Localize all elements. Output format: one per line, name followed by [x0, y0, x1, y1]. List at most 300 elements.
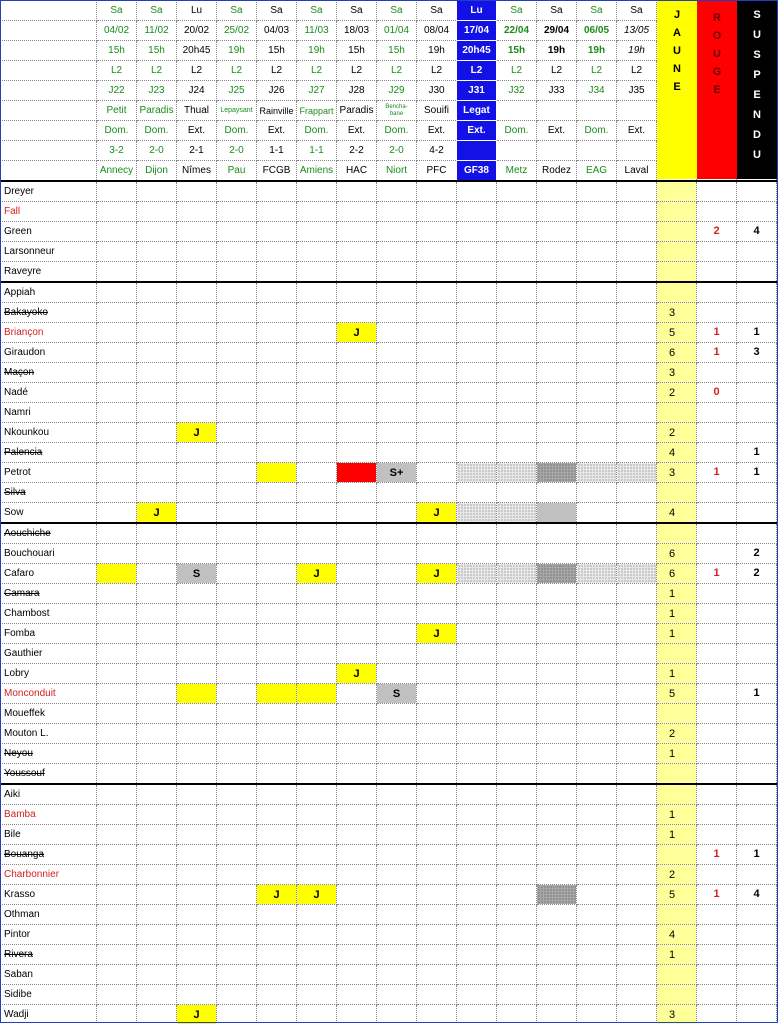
red-total: [697, 744, 737, 764]
match-cell: [177, 965, 217, 985]
match-cell: [257, 604, 297, 624]
match-cell: [537, 303, 577, 323]
match-cell: [257, 985, 297, 1005]
match-cell: [497, 423, 537, 443]
referee-cell: Thual: [177, 101, 217, 121]
match-cell: [617, 905, 657, 925]
match-cell: [617, 343, 657, 363]
league-cell: L2: [457, 61, 497, 81]
red-total: [697, 443, 737, 463]
match-cell: [257, 784, 297, 805]
player-row: [1, 805, 777, 825]
venue-cell: Dom.: [577, 121, 617, 141]
match-cell: [217, 925, 257, 945]
score-cell: [457, 141, 497, 161]
match-cell: [217, 181, 257, 202]
rouge-label: [697, 9, 737, 99]
suspension-total: [737, 764, 777, 785]
match-cell: [577, 985, 617, 1005]
header-letter: U: [753, 149, 761, 161]
match-cell: [137, 202, 177, 222]
match-cell: [97, 523, 137, 544]
suspension-total: [737, 181, 777, 202]
yellow-total: [657, 403, 697, 423]
yellow-card-cell: J: [177, 423, 217, 443]
player-row: [1, 945, 777, 965]
match-cell: [137, 343, 177, 363]
match-cell: [377, 744, 417, 764]
suspension-total-value: 2: [753, 547, 760, 559]
match-cell: [137, 624, 177, 644]
match-cell: [377, 825, 417, 845]
red-total: [697, 805, 737, 825]
unavailable-cell: [577, 463, 617, 483]
unavailable-cell: [537, 564, 577, 584]
match-cell: [537, 523, 577, 544]
header-letter: E: [713, 84, 721, 96]
match-cell: [137, 423, 177, 443]
match-cell: [617, 724, 657, 744]
red-total-value: 1: [713, 848, 720, 860]
player-row: [1, 564, 777, 584]
suspension-total: [737, 242, 777, 262]
red-total: [697, 965, 737, 985]
match-cell: [577, 945, 617, 965]
header-blank: [1, 81, 97, 101]
match-cell: [97, 262, 137, 283]
suspension-total: [737, 202, 777, 222]
match-cell: [497, 443, 537, 463]
match-cell: [337, 865, 377, 885]
match-cell: [217, 242, 257, 262]
red-total: [697, 383, 737, 403]
match-cell: [137, 363, 177, 383]
yellow-total-value: 1: [669, 747, 676, 760]
match-cell: [337, 684, 377, 704]
match-cell: [377, 503, 417, 524]
match-cell: [457, 403, 497, 423]
match-cell: [537, 363, 577, 383]
venue-cell: Dom.: [217, 121, 257, 141]
red-total: [697, 624, 737, 644]
red-total: [697, 323, 737, 343]
yellow-total-value: 5: [669, 326, 676, 339]
match-cell: [297, 664, 337, 684]
match-cell: [297, 965, 337, 985]
date-cell: 17/04: [457, 21, 497, 41]
match-cell: [537, 282, 577, 303]
match-cell: [617, 965, 657, 985]
match-cell: [297, 202, 337, 222]
player-name: Sow: [1, 503, 97, 524]
match-cell: [217, 664, 257, 684]
match-cell: [457, 323, 497, 343]
header-letter: A: [673, 27, 681, 39]
match-cell: [177, 985, 217, 1005]
league-cell: L2: [217, 61, 257, 81]
match-cell: [617, 181, 657, 202]
match-cell: [297, 523, 337, 544]
round-cell: J29: [377, 81, 417, 101]
match-cell: [617, 544, 657, 564]
suspension-total: [737, 1005, 777, 1024]
yellow-total: [657, 724, 697, 744]
match-cell: [537, 945, 577, 965]
referee-cell: [497, 101, 537, 121]
match-cell: [377, 181, 417, 202]
header-letter: E: [673, 81, 681, 93]
yellow-card-cell: [257, 463, 297, 483]
match-cell: [617, 423, 657, 443]
match-cell: [137, 584, 177, 604]
match-cell: [177, 704, 217, 724]
match-cell: [577, 805, 617, 825]
match-cell: [497, 784, 537, 805]
yellow-total: [657, 282, 697, 303]
score-cell: 3-2: [97, 141, 137, 161]
match-cell: [537, 544, 577, 564]
match-cell: [577, 503, 617, 524]
date-cell: 01/04: [377, 21, 417, 41]
player-name: Gauthier: [1, 644, 97, 664]
referee-cell: [377, 101, 417, 121]
match-cell: [137, 604, 177, 624]
match-cell: [537, 664, 577, 684]
match-cell: [297, 905, 337, 925]
referee-cell: Paradis: [337, 101, 377, 121]
referee-part: bane: [389, 110, 404, 117]
date-cell: 08/04: [417, 21, 457, 41]
match-cell: [337, 604, 377, 624]
match-cell: [497, 825, 537, 845]
match-cell: [137, 684, 177, 704]
match-cell: [497, 222, 537, 242]
match-cell: [337, 262, 377, 283]
match-cell: [377, 865, 417, 885]
match-cell: [337, 624, 377, 644]
match-cell: [337, 242, 377, 262]
match-cell: [537, 383, 577, 403]
match-cell: [97, 865, 137, 885]
unavailable-cell: [457, 564, 497, 584]
day-cell: Sa: [417, 1, 457, 21]
yellow-total-value: 5: [669, 888, 676, 901]
match-cell: [537, 845, 577, 865]
match-cell: [257, 865, 297, 885]
player-row: [1, 624, 777, 644]
time-cell: 19h: [537, 41, 577, 61]
player-row: [1, 443, 777, 463]
match-cell: [617, 584, 657, 604]
match-cell: [497, 985, 537, 1005]
score-cell: [497, 141, 537, 161]
time-cell: 15h: [257, 41, 297, 61]
player-name: Mouton L.: [1, 724, 97, 744]
match-cell: [577, 363, 617, 383]
match-cell: [137, 323, 177, 343]
header-blank: [1, 141, 97, 161]
match-cell: [497, 925, 537, 945]
yellow-total-value: 1: [669, 607, 676, 620]
yellow-card-cell: J: [177, 1005, 217, 1024]
match-cell: [617, 664, 657, 684]
match-cell: [377, 704, 417, 724]
match-cell: [257, 764, 297, 785]
match-cell: [177, 503, 217, 524]
match-cell: [137, 664, 177, 684]
match-cell: [217, 363, 257, 383]
match-cell: [497, 584, 537, 604]
match-cell: [497, 905, 537, 925]
match-cell: [457, 865, 497, 885]
match-cell: [377, 644, 417, 664]
match-cell: [137, 443, 177, 463]
match-cell: [177, 463, 217, 483]
match-cell: [97, 222, 137, 242]
match-cell: [417, 805, 457, 825]
match-cell: [377, 363, 417, 383]
league-cell: L2: [537, 61, 577, 81]
player-row: [1, 724, 777, 744]
match-cell: [217, 744, 257, 764]
match-cell: [577, 222, 617, 242]
match-cell: [217, 303, 257, 323]
suspension-total: [737, 664, 777, 684]
match-cell: [617, 282, 657, 303]
suspension-total: [737, 423, 777, 443]
match-cell: [577, 724, 617, 744]
opponent-cell: Amiens: [297, 161, 337, 182]
match-cell: [257, 443, 297, 463]
rouge-header: [697, 1, 737, 179]
match-cell: [417, 423, 457, 443]
match-cell: [257, 925, 297, 945]
match-cell: [257, 282, 297, 303]
match-cell: [577, 825, 617, 845]
suspension-total-value: 1: [753, 446, 760, 458]
round-cell: J30: [417, 81, 457, 101]
player-row: [1, 403, 777, 423]
match-cell: [257, 805, 297, 825]
match-cell: [297, 865, 337, 885]
match-cell: [417, 644, 457, 664]
match-cell: [377, 202, 417, 222]
match-cell: [377, 845, 417, 865]
match-cell: [137, 222, 177, 242]
yellow-total: [657, 624, 697, 644]
match-cell: [417, 544, 457, 564]
score-cell: 2-2: [337, 141, 377, 161]
match-cell: [297, 544, 337, 564]
suspension-total: [737, 564, 777, 584]
player-rows: [1, 181, 777, 1024]
match-cell: [97, 544, 137, 564]
match-cell: [497, 764, 537, 785]
match-cell: [297, 925, 337, 945]
yellow-total: [657, 564, 697, 584]
yellow-total: [657, 343, 697, 363]
match-cell: [297, 945, 337, 965]
player-name: Charbonnier: [1, 865, 97, 885]
match-cell: [137, 644, 177, 664]
date-cell: 22/04: [497, 21, 537, 41]
match-cell: [577, 523, 617, 544]
venue-cell: Dom.: [497, 121, 537, 141]
match-cell: [177, 383, 217, 403]
match-cell: [617, 825, 657, 845]
match-cell: [377, 483, 417, 503]
red-total: [697, 363, 737, 383]
match-cell: [297, 985, 337, 1005]
opponent-cell: Metz: [497, 161, 537, 182]
match-cell: [417, 1005, 457, 1024]
match-cell: [617, 784, 657, 805]
player-name: Krasso: [1, 885, 97, 905]
match-cell: [217, 503, 257, 524]
time-cell: 15h: [497, 41, 537, 61]
match-cell: [417, 463, 457, 483]
suspension-total: [737, 925, 777, 945]
match-cell: [97, 885, 137, 905]
match-cell: [97, 945, 137, 965]
player-row: [1, 985, 777, 1005]
suspension-total: [737, 403, 777, 423]
match-cell: [257, 343, 297, 363]
match-cell: [577, 423, 617, 443]
round-cell: J32: [497, 81, 537, 101]
match-cell: [97, 644, 137, 664]
red-total-value: 1: [713, 326, 720, 338]
match-cell: [297, 764, 337, 785]
venue-cell: Ext.: [257, 121, 297, 141]
red-total: [697, 664, 737, 684]
match-cell: [337, 945, 377, 965]
player-name: Neyou: [1, 744, 97, 764]
yellow-total: [657, 644, 697, 664]
yellow-total-value: 4: [669, 928, 676, 941]
match-cell: [577, 303, 617, 323]
match-cell: [377, 403, 417, 423]
yellow-card-cell: [297, 684, 337, 704]
match-cell: [497, 744, 537, 764]
header-letter: O: [712, 30, 722, 42]
score-cell: 2-0: [137, 141, 177, 161]
header-blank: [1, 121, 97, 141]
yellow-total: [657, 985, 697, 1005]
header-blank: [1, 61, 97, 81]
league-cell: L2: [497, 61, 537, 81]
red-total-value: 2: [713, 225, 720, 237]
match-cell: [337, 443, 377, 463]
match-cell: [257, 483, 297, 503]
header-letter: E: [753, 89, 761, 101]
suspension-total: [737, 684, 777, 704]
match-cell: [457, 604, 497, 624]
match-cell: [337, 523, 377, 544]
player-row: [1, 544, 777, 564]
match-cell: [97, 624, 137, 644]
match-cell: [577, 845, 617, 865]
yellow-total-value: 2: [669, 727, 676, 740]
match-cell: [177, 865, 217, 885]
match-cell: [457, 664, 497, 684]
match-cell: [257, 965, 297, 985]
match-cell: [457, 985, 497, 1005]
player-row: [1, 483, 777, 503]
match-cell: [337, 764, 377, 785]
match-cell: [417, 664, 457, 684]
match-cell: [457, 925, 497, 945]
match-cell: [257, 181, 297, 202]
match-cell: [417, 684, 457, 704]
yellow-card-cell: J: [337, 664, 377, 684]
league-cell: L2: [297, 61, 337, 81]
match-cell: [257, 242, 297, 262]
time-cell: 15h: [377, 41, 417, 61]
match-cell: [177, 664, 217, 684]
match-cell: [457, 383, 497, 403]
match-cell: [377, 544, 417, 564]
yellow-total-value: 3: [669, 1008, 676, 1021]
match-cell: [217, 343, 257, 363]
match-cell: [97, 684, 137, 704]
match-cell: [137, 403, 177, 423]
yellow-total: [657, 925, 697, 945]
yellow-total: [657, 181, 697, 202]
suspension-total-value: 4: [753, 888, 760, 900]
match-cell: [537, 724, 577, 744]
header-letter: U: [673, 45, 681, 57]
match-cell: [97, 845, 137, 865]
match-cell: [137, 825, 177, 845]
match-cell: [297, 724, 337, 744]
time-cell: 19h: [417, 41, 457, 61]
red-total: [697, 784, 737, 805]
match-cell: [177, 724, 217, 744]
match-cell: [297, 323, 337, 343]
red-total: [697, 544, 737, 564]
match-cell: [577, 262, 617, 283]
match-cell: [457, 764, 497, 785]
yellow-card-cell: [177, 684, 217, 704]
match-cell: [617, 805, 657, 825]
match-cell: [177, 784, 217, 805]
day-cell: Sa: [137, 1, 177, 21]
match-cell: [537, 865, 577, 885]
player-row: [1, 222, 777, 242]
player-row: [1, 764, 777, 785]
match-cell: [137, 564, 177, 584]
league-cell: L2: [417, 61, 457, 81]
header-blank: [1, 101, 97, 121]
match-cell: [497, 403, 537, 423]
match-cell: [257, 383, 297, 403]
day-cell: Sa: [577, 1, 617, 21]
suspension-total: [737, 363, 777, 383]
yellow-total: [657, 965, 697, 985]
yellow-card-cell: J: [417, 503, 457, 524]
suspension-total: [737, 443, 777, 463]
match-cell: [577, 885, 617, 905]
match-cell: [297, 805, 337, 825]
player-row: [1, 664, 777, 684]
match-cell: [257, 704, 297, 724]
match-cell: [537, 483, 577, 503]
match-cell: [537, 1005, 577, 1024]
match-cell: [617, 503, 657, 524]
match-cell: [297, 463, 337, 483]
match-cell: [417, 181, 457, 202]
